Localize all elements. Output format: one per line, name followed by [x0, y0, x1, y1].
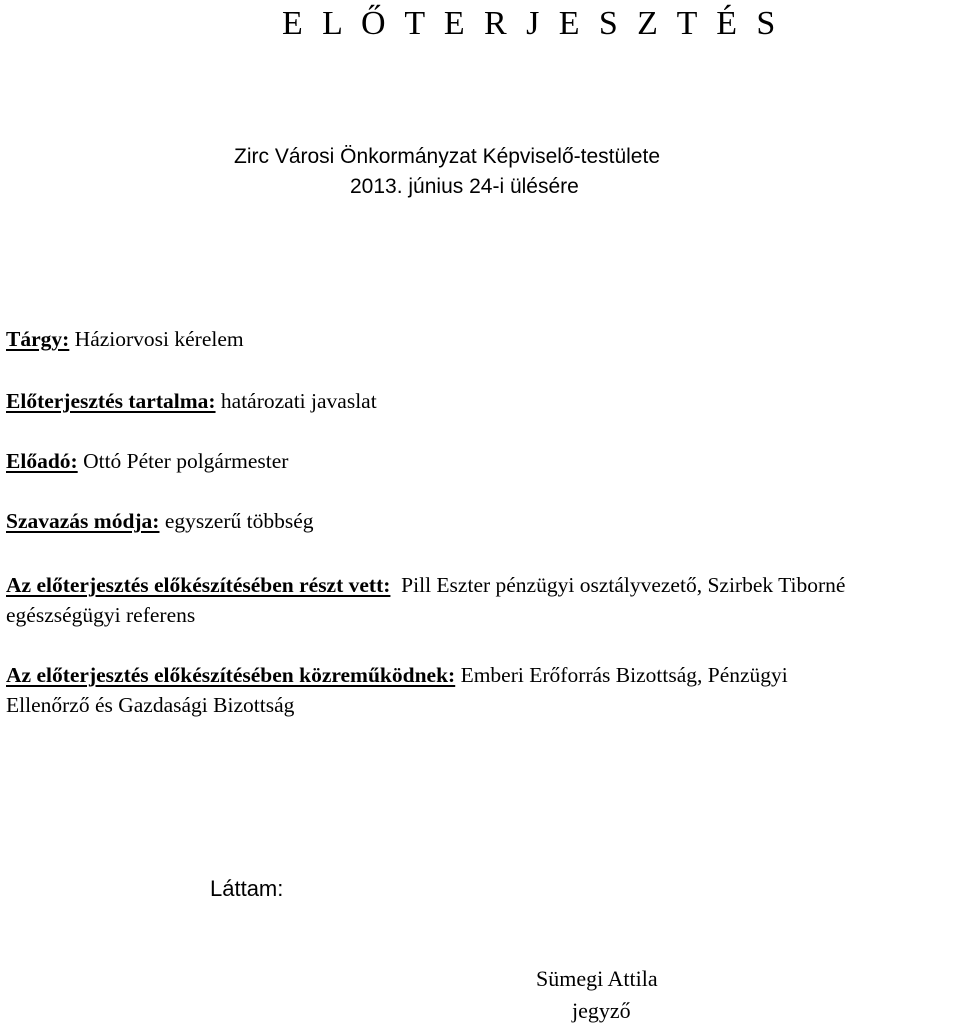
presenter-row: [6, 446, 288, 476]
contributors-label: Az előterjesztés előkészítésében közreműködnek:: [6, 663, 456, 687]
subject-row: [6, 324, 244, 354]
signer-title: jegyző: [572, 998, 631, 1023]
contributors-row: [6, 660, 876, 720]
subject-label: Tárgy:: [6, 327, 70, 351]
meeting-date-line: 2013. június 24-i ülésére: [350, 175, 579, 198]
prepared-by-value: Pill Eszter pénzügyi osztályvezető, Szirbek Tiborné egészségügyi referens: [6, 573, 846, 627]
prepared-by-row: [6, 570, 958, 630]
signer-name: Sümegi Attila: [536, 966, 658, 991]
presenter-value: Ottó Péter polgármester: [83, 449, 289, 473]
content-row: [6, 386, 377, 416]
voting-label: Szavazás módja:: [6, 509, 160, 533]
presenter-label: Előadó:: [6, 449, 78, 473]
voting-value: egyszerű többség: [164, 509, 314, 533]
document-title: E L Ő T E R J E S Z T É S: [282, 5, 781, 42]
content-label: Előterjesztés tartalma:: [6, 389, 216, 413]
voting-row: [6, 506, 314, 536]
prepared-by-label: Az előterjesztés előkészítésében részt vett:: [6, 573, 391, 597]
recipient-line: Zirc Városi Önkormányzat Képviselő-testülete: [234, 145, 660, 168]
subject-value: Háziorvosi kérelem: [74, 327, 244, 351]
content-value: határozati javaslat: [220, 389, 377, 413]
seen-label: Láttam:: [210, 876, 284, 901]
contributors-value: Emberi Erőforrás Bizottság, Pénzügyi Ellenőrző és Gazdasági Bizottság: [6, 663, 788, 717]
